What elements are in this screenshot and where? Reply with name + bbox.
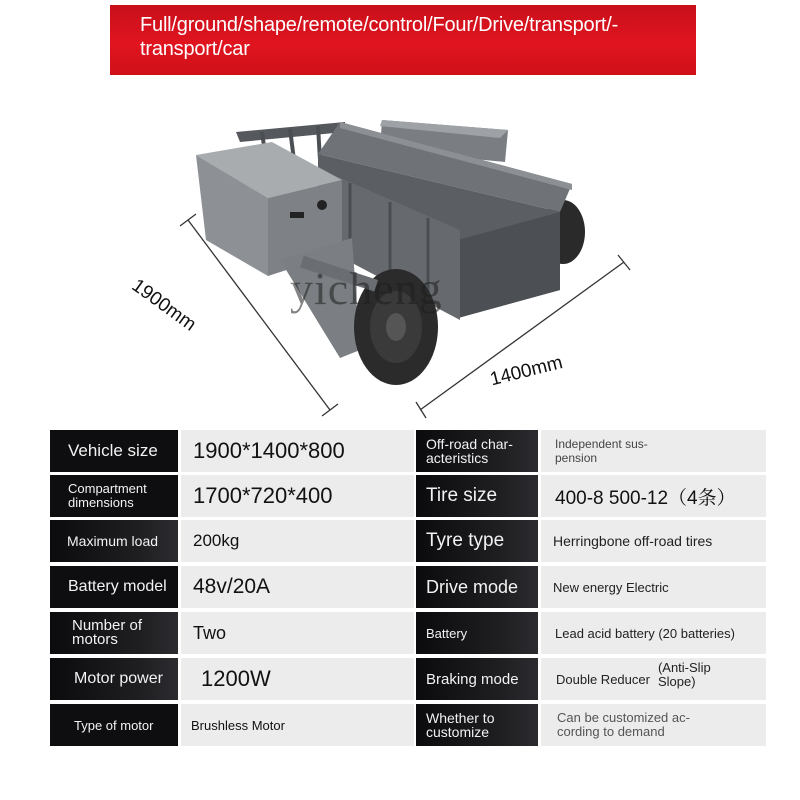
spec-value: Double Reducer: [556, 671, 650, 687]
spec-key: Tyre type: [416, 520, 538, 562]
spec-row: [50, 658, 766, 700]
spec-key: Maximum load: [50, 520, 178, 562]
spec-row: [50, 430, 766, 472]
spec-value: 200kg: [181, 520, 414, 562]
vehicle-photo: [0, 80, 800, 420]
title-banner: [110, 5, 696, 75]
spec-row: [50, 612, 766, 654]
spec-value: Independent sus- pension: [541, 430, 766, 472]
spec-row: [50, 475, 766, 517]
spec-value: 1700*720*400: [181, 475, 414, 517]
spec-value: Herringbone off-road tires: [541, 520, 766, 562]
spec-row: [50, 520, 766, 562]
spec-key: Battery model: [50, 566, 178, 608]
spec-key: Off-road char- acteristics: [416, 430, 538, 472]
spec-value: Lead acid battery (20 batteries): [541, 612, 766, 654]
spec-key: Type of motor: [50, 704, 178, 746]
spec-value: 1200W: [181, 658, 414, 700]
vehicle-illustration: [0, 80, 800, 420]
watermark: yicheng: [290, 263, 443, 314]
spec-key: Drive mode: [416, 566, 538, 608]
spec-key: Compartment dimensions: [50, 475, 178, 517]
spec-row: [50, 566, 766, 608]
spec-value: Two: [181, 612, 414, 654]
spec-key: Number of motors: [50, 612, 178, 654]
spec-key: Vehicle size: [50, 430, 178, 472]
spec-value: Brushless Motor: [181, 704, 414, 746]
spec-key: Whether to customize: [416, 704, 538, 746]
width-dimension-label: 1400mm: [488, 352, 565, 391]
spec-value-note: (Anti-Slip Slope): [657, 660, 711, 689]
spec-row: [50, 704, 766, 746]
spec-value: 400-8 500-12（4条）: [541, 475, 766, 517]
length-dimension-label: 1900mm: [127, 275, 200, 336]
spec-value: Can be customized ac- cording to demand: [541, 704, 766, 746]
spec-key: Battery: [416, 612, 538, 654]
title-line-2: transport/car: [140, 38, 250, 60]
spec-key: Braking mode: [416, 658, 538, 700]
spec-value: 1900*1400*800: [181, 430, 414, 472]
title-line-1: Full/ground/shape/remote/control/Four/Drive/transport/-: [140, 14, 619, 36]
spec-key: Motor power: [50, 658, 178, 700]
spec-value: 48v/20A: [181, 566, 414, 608]
spec-key: Tire size: [416, 475, 538, 517]
spec-value-group: [541, 658, 766, 700]
spec-value: New energy Electric: [541, 566, 766, 608]
